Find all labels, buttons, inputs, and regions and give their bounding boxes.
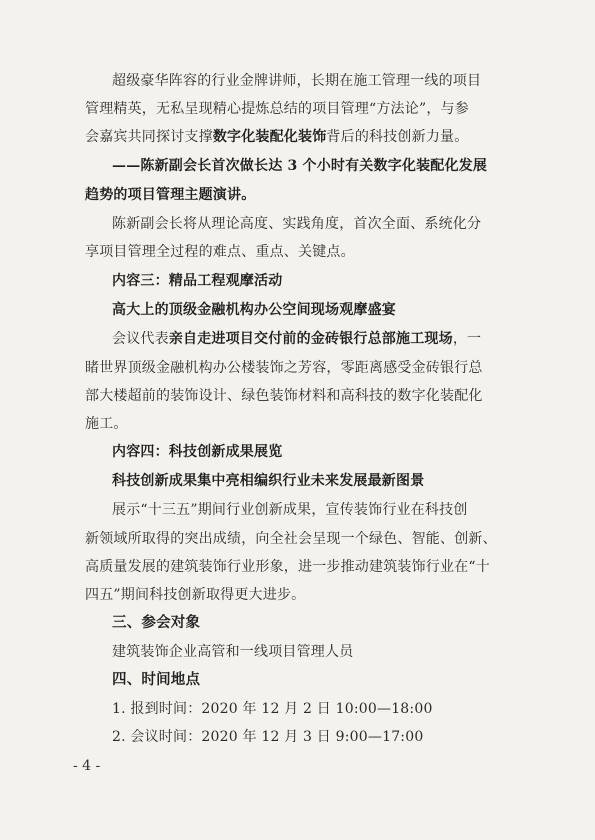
schedule-item-registration: 1. 报到时间：2020 年 12 月 2 日 10:00—18:00 [112, 701, 433, 717]
content3-line-1-bold: 亲自走进项目交付前的金砖银行总部施工现场 [168, 331, 453, 347]
intro-line-1: 超级豪华阵容的行业金牌讲师，长期在施工管理一线的项目 [112, 73, 482, 89]
content3-subheading: 高大上的顶级金融机构办公空间现场观摩盛宴 [112, 302, 396, 318]
intro-line-3 [85, 128, 535, 146]
content3-line-2: 睹世界顶级金融机构办公楼装饰之芳容，零距离感受金砖银行总 [85, 360, 483, 376]
section4-heading: 四、时间地点 [112, 671, 201, 688]
speaker-note-line-2: 趋势的项目管理主题演讲。 [85, 187, 256, 203]
content3-line-3: 部大楼超前的装饰设计、绿色装饰材料和高科技的数字化装配化 [85, 388, 483, 404]
intro-line-2: 管理精英，无私呈现精心提炼总结的项目管理“方法论”，与参 [85, 101, 469, 117]
speaker-desc-line-1: 陈新副会长将从理论高度、实践角度，首次全面、系统化分 [112, 216, 482, 232]
content3-line-1 [112, 330, 535, 348]
intro-line-3-tail: 背后的科技创新力量。 [326, 129, 469, 145]
page-number: - 4 - [73, 758, 101, 774]
schedule-item-meeting: 2. 会议时间：2020 年 12 月 3 日 9:00—17:00 [112, 729, 424, 745]
content4-line-1: 展示“十三五”期间行业创新成果，宣传装饰行业在科技创 [112, 502, 468, 518]
content4-subheading: 科技创新成果集中亮相编织行业未来发展最新图景 [112, 473, 425, 489]
content4-line-2: 新领域所取得的突出成绩，向全社会呈现一个绿色、智能、创新、 [85, 531, 497, 547]
content3-line-1-plain: 会议代表 [112, 331, 169, 347]
speaker-desc-line-2: 享项目管理全过程的难点、重点、关键点。 [85, 244, 355, 260]
content3-heading: 内容三：精品工程观摩活动 [112, 273, 283, 289]
intro-line-3-bold: 数字化装配化装饰 [212, 129, 327, 145]
content3-line-1-tail: ，一 [452, 331, 482, 347]
content4-line-3: 高质量发展的建筑装饰行业形象，进一步推动建筑装饰行业在“十 [85, 559, 490, 575]
content4-line-4: 四五”期间科技创新取得更大进步。 [85, 587, 306, 603]
section3-heading: 三、参会对象 [112, 614, 201, 631]
intro-line-3-plain: 会嘉宾共同探讨支撑 [85, 129, 213, 145]
speaker-note-line-1: ——陈新副会长首次做长达 3 个小时有关数字化装配化发展 [112, 158, 488, 174]
content3-line-4: 施工。 [85, 416, 128, 432]
section3-text: 建筑装饰企业高管和一线项目管理人员 [112, 644, 354, 660]
content4-heading: 内容四：科技创新成果展览 [112, 444, 283, 460]
